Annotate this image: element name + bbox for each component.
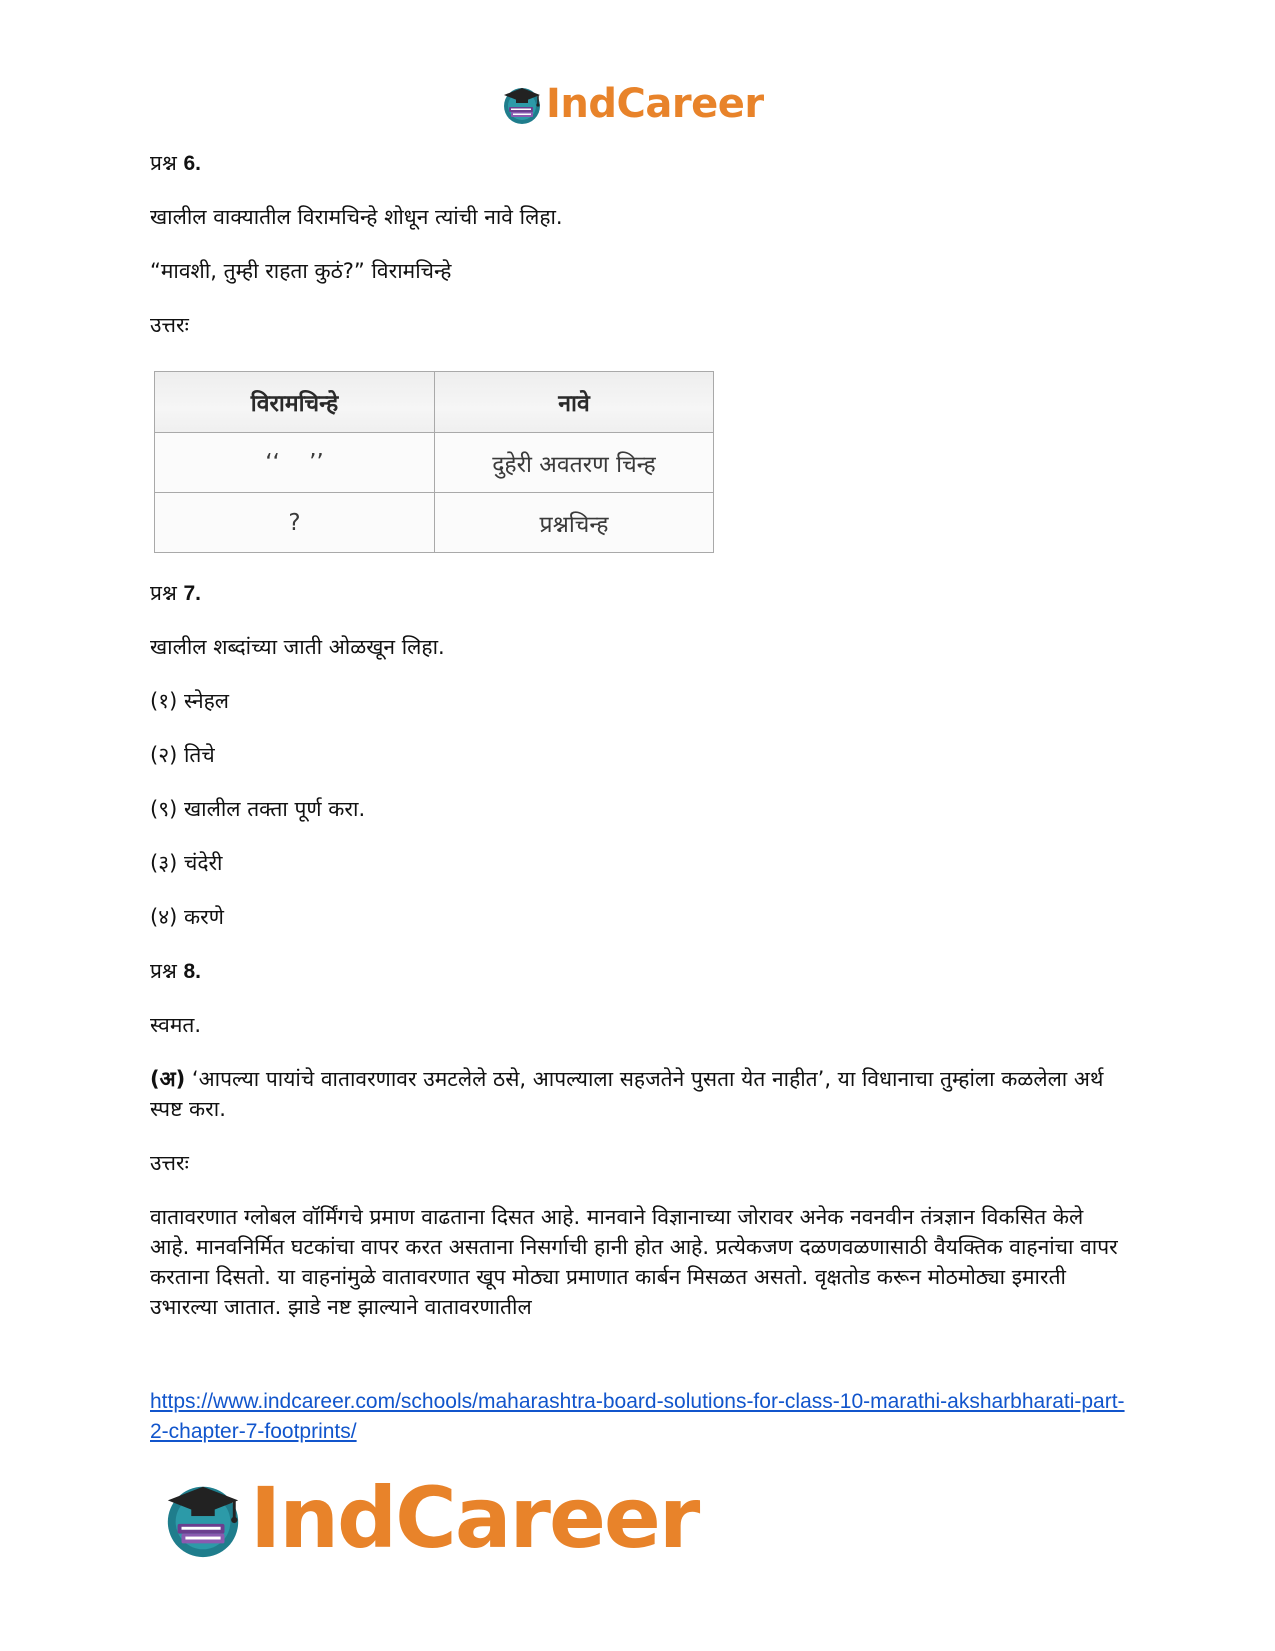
source-link[interactable]: https://www.indcareer.com/schools/maharashtra-board-solutions-for-class-10-marathi-aksharbharati-part-2-chapter-7-footprints/	[150, 1390, 1125, 1443]
list-item: (३) चंदेरी	[150, 851, 223, 875]
graduation-cap-books-globe-icon	[160, 1475, 246, 1561]
footer-logo	[160, 1468, 698, 1568]
question-8-subquestion	[150, 1064, 1125, 1124]
table-header-row	[155, 372, 714, 433]
question-6-sentence: “मावशी, तुम्ही राहता कुठं?” विरामचिन्हे	[150, 259, 452, 283]
subquestion-marker: (अ)	[150, 1067, 186, 1091]
table-row	[155, 433, 714, 493]
table-cell: प्रश्नचिन्ह	[435, 493, 714, 553]
table-row	[155, 493, 714, 553]
question-8-label	[150, 956, 201, 987]
question-6-prompt: खालील वाक्यातील विरामचिन्हे शोधून त्यांची नावे लिहा.	[150, 205, 563, 229]
question-8-prompt: स्वमत.	[150, 1013, 202, 1037]
table-cell: ‘‘ ’’	[155, 433, 435, 493]
table-header-cell: नावे	[435, 372, 714, 433]
list-item: (४) करणे	[150, 905, 224, 929]
question-number: 8.	[183, 960, 201, 983]
punctuation-table	[154, 371, 714, 553]
table-header-cell: विरामचिन्हे	[155, 372, 435, 433]
question-8-answer-label: उत्तरः	[150, 1151, 189, 1175]
question-6-label	[150, 148, 201, 179]
brand-name: IndCareer	[546, 81, 764, 127]
question-label-prefix: प्रश्न	[150, 959, 177, 983]
question-label-prefix: प्रश्न	[150, 581, 177, 605]
header-logo	[500, 78, 764, 130]
question-number: 6.	[183, 152, 201, 175]
table-cell: ?	[155, 493, 435, 553]
question-label-prefix: प्रश्न	[150, 151, 177, 175]
question-7-label	[150, 578, 201, 609]
question-8-answer-text: वातावरणात ग्लोबल वॉर्मिंगचे प्रमाण वाढताना दिसत आहे. मानवाने विज्ञानाच्या जोरावर अनेक नवनवीन तंत्रज्ञान विकसित केले आहे. मानवनिर्मित घटकांचा वापर करत असताना निसर्गाची हानी होत आहे. प्रत्येकजण दळणवळणासाठी वैयक्तिक वाहनांचा वापर करताना दिसतो. या वाहनांमुळे वातावरणात खूप मोठ्या प्रमाणात कार्बन मिसळत असतो. वृक्षतोड करून मोठमोठ्या इमारती उभारल्या जातात. झाडे नष्ट झाल्याने वातावरणातील	[150, 1205, 1118, 1319]
question-6-answer-label: उत्तरः	[150, 313, 189, 337]
table-cell: दुहेरी अवतरण चिन्ह	[435, 433, 714, 493]
question-number: 7.	[183, 582, 201, 605]
graduation-cap-books-globe-icon	[500, 82, 544, 126]
question-7-prompt: खालील शब्दांच्या जाती ओळखून लिहा.	[150, 635, 445, 659]
brand-name: IndCareer	[250, 1469, 699, 1567]
list-item: (२) तिचे	[150, 743, 215, 767]
list-item: (९) खालील तक्ता पूर्ण करा.	[150, 797, 366, 821]
subquestion-text: ‘आपल्या पायांचे वातावरणावर उमटलेले ठसे, आपल्याला सहजतेने पुसता येत नाहीत’, या विधानाचा तुम्हांला कळलेला अर्थ स्पष्ट करा.	[150, 1067, 1104, 1121]
list-item: (१) स्नेहल	[150, 689, 230, 713]
